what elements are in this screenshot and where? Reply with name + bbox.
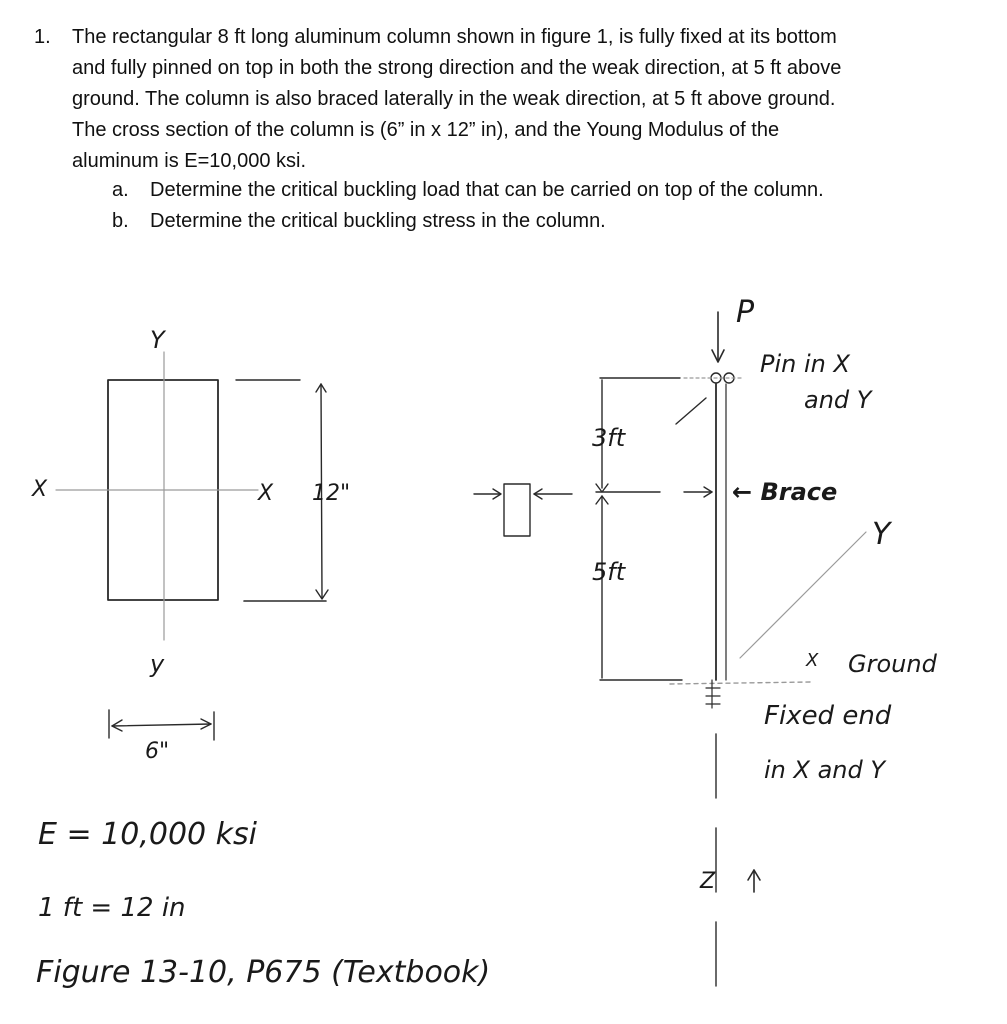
sub-question-letter: a. xyxy=(112,179,129,201)
brace-block xyxy=(504,484,530,536)
top-support-label-2: and Y xyxy=(804,386,872,414)
bottom-support-label-2: in X and Y xyxy=(764,756,886,784)
conversion-note: 1 ft = 12 in xyxy=(38,893,186,923)
cross-section xyxy=(31,326,350,764)
section-width-label: 6" xyxy=(145,739,170,764)
ground-line xyxy=(670,682,810,684)
section-y-top-label: Y xyxy=(150,326,165,354)
top-support-label: Pin in X xyxy=(760,350,850,378)
load-label: P xyxy=(736,295,755,330)
ground-label: Ground xyxy=(848,650,937,678)
dim-upper-leader xyxy=(676,398,706,424)
dim-upper-label: 3ft xyxy=(592,424,626,452)
fixed-support-hatch xyxy=(706,680,720,708)
column-elevation xyxy=(592,295,938,990)
sub-question-text: Determine the critical buckling load that can be carried on top of the column. xyxy=(150,179,824,201)
dim-lower-label: 5ft xyxy=(592,558,626,586)
figure-notes xyxy=(36,817,490,990)
section-x-left-label: X xyxy=(32,477,48,502)
axis-y-label: Y xyxy=(872,517,891,552)
sub-question-letter: b. xyxy=(112,210,129,232)
section-x-right-label: X xyxy=(258,481,274,506)
section-height-label: 12" xyxy=(312,481,351,506)
question-line: aluminum is E=10,000 ksi. xyxy=(72,150,307,172)
modulus-note: E = 10,000 ksi xyxy=(38,817,258,852)
brace-label: ← Brace xyxy=(732,478,838,506)
y-axis-diagonal xyxy=(740,532,866,658)
axis-z-label: Z xyxy=(700,869,716,894)
question-line: The rectangular 8 ft long aluminum column shown in figure 1, is fully fixed at its bottom xyxy=(72,26,837,48)
bottom-support-label: Fixed end xyxy=(764,701,892,731)
brace-detail xyxy=(474,484,572,536)
dim-6-line xyxy=(112,724,211,726)
axis-x-label: X xyxy=(806,650,819,671)
sub-question-text: Determine the critical buckling stress in the column. xyxy=(150,210,606,232)
question-line: The cross section of the column is (6” in x 12” in), and the Young Modulus of the xyxy=(72,119,780,141)
question-number: 1. xyxy=(34,26,51,48)
question-line: ground. The column is also braced laterally in the weak direction, at 5 ft above ground. xyxy=(72,88,836,110)
section-y-bottom-label: y xyxy=(150,650,165,678)
reference-note: Figure 13-10, P675 (Textbook) xyxy=(36,955,491,990)
question-line: and fully pinned on top in both the strong direction and the weak direction, at 5 ft above xyxy=(72,57,842,79)
